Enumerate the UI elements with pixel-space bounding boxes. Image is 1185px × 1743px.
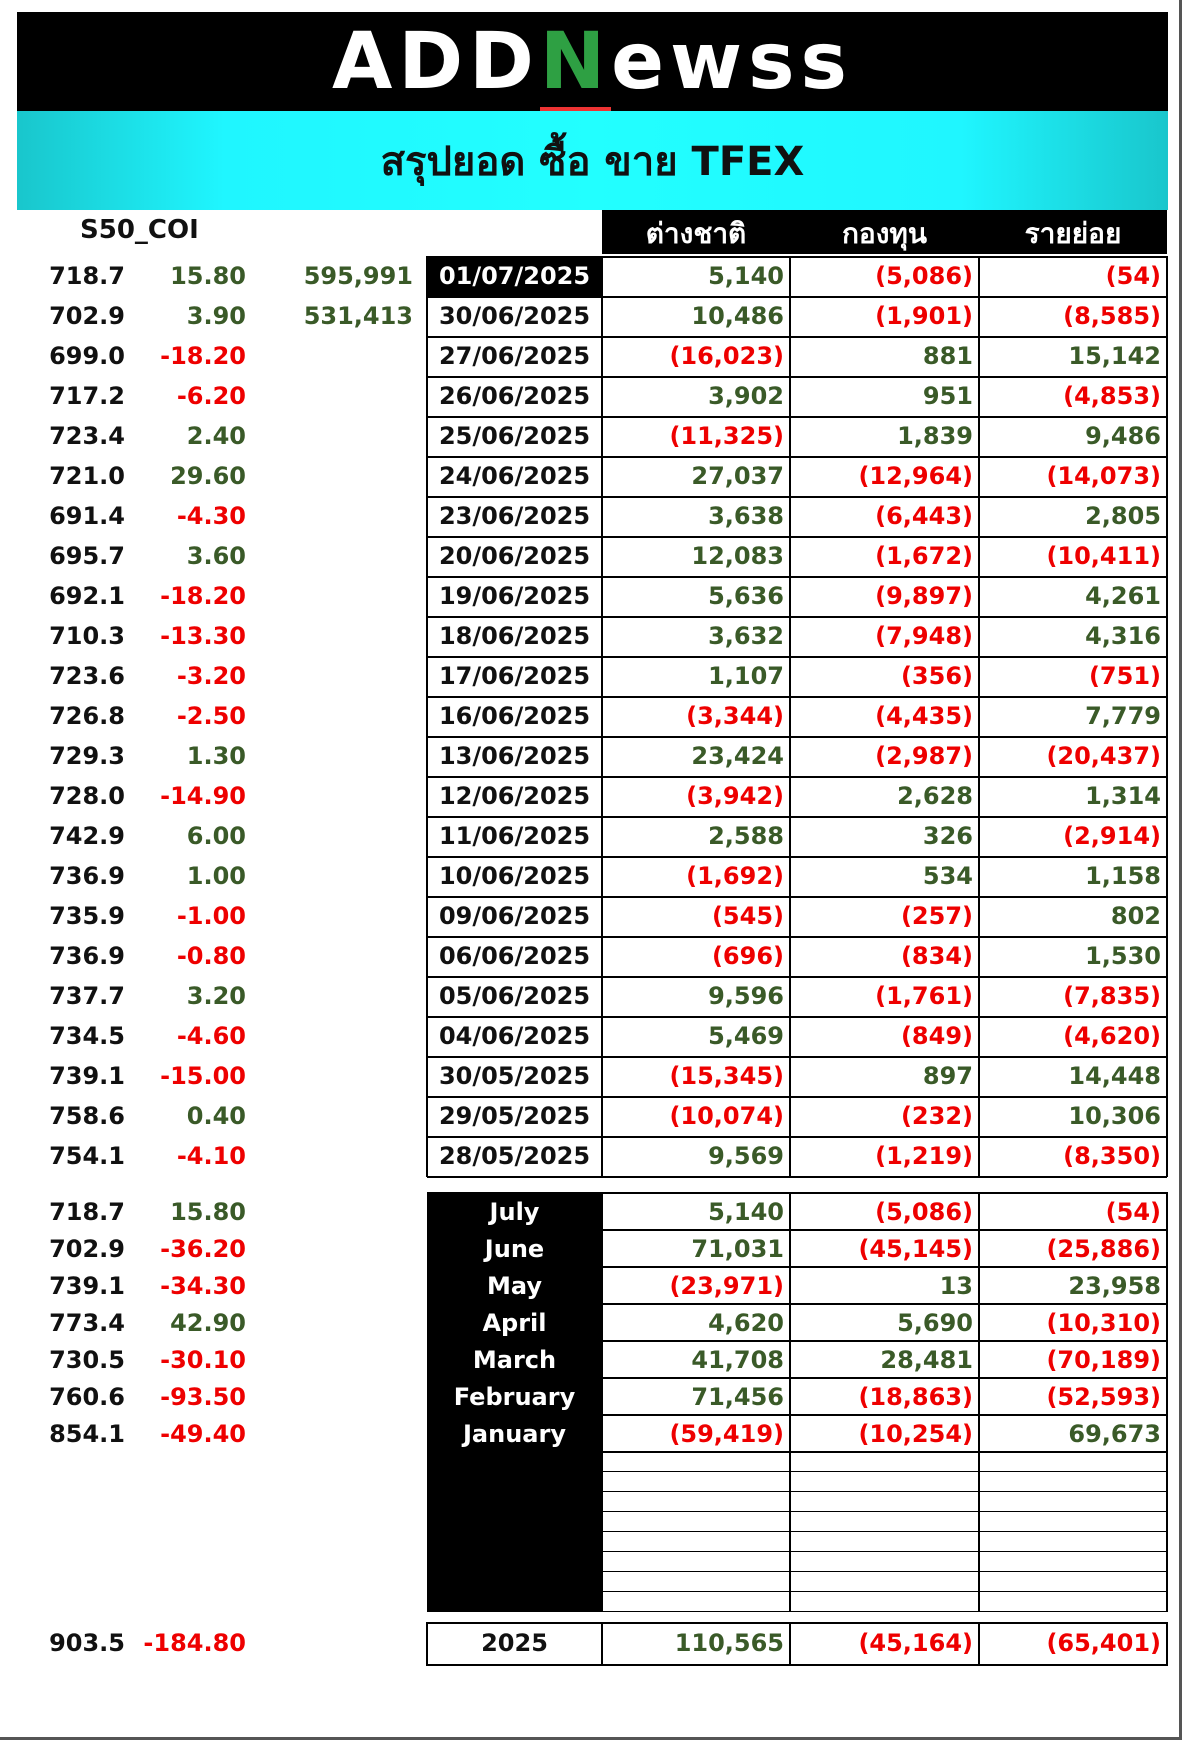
grid-line bbox=[602, 1571, 1167, 1572]
cell-institution: (7,948) bbox=[875, 622, 973, 650]
cell-institution: 2,628 bbox=[897, 782, 973, 810]
cell-retail: (4,620) bbox=[1063, 1022, 1161, 1050]
cell-retail: 4,261 bbox=[1085, 582, 1161, 610]
grid-line bbox=[427, 1622, 1167, 1624]
row-change-value: -4.30 bbox=[176, 502, 246, 530]
row-change-value: -18.20 bbox=[160, 342, 246, 370]
month-name: March bbox=[472, 1346, 557, 1374]
cell-foreign: 27,037 bbox=[691, 462, 784, 490]
grid-line bbox=[602, 1229, 1167, 1231]
row-index-value: 729.3 bbox=[49, 742, 125, 770]
grid-line bbox=[427, 456, 1167, 458]
cell-foreign: 5,469 bbox=[708, 1022, 784, 1050]
row-index-value: 758.6 bbox=[49, 1102, 125, 1130]
month-retail: (25,886) bbox=[1046, 1235, 1161, 1263]
cell-foreign: (15,345) bbox=[669, 1062, 784, 1090]
month-index-value: 739.1 bbox=[49, 1272, 125, 1300]
cell-foreign: 2,588 bbox=[708, 822, 784, 850]
grid-line bbox=[602, 1611, 1167, 1612]
cell-institution: (1,761) bbox=[875, 982, 973, 1010]
grid-line bbox=[427, 576, 1167, 578]
row-change-value: -15.00 bbox=[160, 1062, 246, 1090]
grid-line bbox=[427, 1016, 1167, 1018]
grid-line bbox=[789, 1622, 791, 1666]
month-foreign: (23,971) bbox=[669, 1272, 784, 1300]
grid-line bbox=[427, 496, 1167, 498]
row-date: 20/06/2025 bbox=[438, 542, 591, 570]
month-institution: (10,254) bbox=[858, 1420, 973, 1448]
grid-line bbox=[427, 536, 1167, 538]
month-foreign: 41,708 bbox=[691, 1346, 784, 1374]
cell-foreign: 9,569 bbox=[708, 1142, 784, 1170]
month-index-value: 854.1 bbox=[49, 1420, 125, 1448]
cell-retail: 10,306 bbox=[1068, 1102, 1161, 1130]
row-index-value: 723.6 bbox=[49, 662, 125, 690]
cell-institution: (9,897) bbox=[875, 582, 973, 610]
cell-foreign: 12,083 bbox=[691, 542, 784, 570]
month-retail: (52,593) bbox=[1046, 1383, 1161, 1411]
row-change-value: 2.40 bbox=[186, 422, 246, 450]
row-change-value: -1.00 bbox=[176, 902, 246, 930]
cell-foreign: 5,140 bbox=[708, 262, 784, 290]
total-change-value: -184.80 bbox=[143, 1629, 246, 1657]
total-retail: (65,401) bbox=[1046, 1629, 1161, 1657]
row-date: 19/06/2025 bbox=[438, 582, 591, 610]
grid-line bbox=[427, 976, 1167, 978]
s50-coi-label: S50_COI bbox=[80, 215, 199, 245]
month-institution: (45,145) bbox=[858, 1235, 973, 1263]
row-change-value: -4.60 bbox=[176, 1022, 246, 1050]
month-institution: (18,863) bbox=[858, 1383, 973, 1411]
grid-line bbox=[426, 256, 428, 1177]
grid-line bbox=[427, 256, 1167, 258]
row-date: 01/07/2025 bbox=[438, 262, 591, 290]
row-index-value: 699.0 bbox=[49, 342, 125, 370]
row-date: 30/05/2025 bbox=[438, 1062, 591, 1090]
month-retail: 69,673 bbox=[1068, 1420, 1161, 1448]
row-change-value: -14.90 bbox=[160, 782, 246, 810]
cell-retail: 15,142 bbox=[1068, 342, 1161, 370]
row-change-value: -0.80 bbox=[176, 942, 246, 970]
header-foreign: ต่างชาติ bbox=[645, 217, 747, 250]
month-name: July bbox=[489, 1198, 540, 1226]
cell-foreign: 3,632 bbox=[708, 622, 784, 650]
cell-retail: 7,779 bbox=[1085, 702, 1161, 730]
row-change-value: 0.40 bbox=[186, 1102, 246, 1130]
row-change-value: -3.20 bbox=[176, 662, 246, 690]
brand-logo: ADDNewss bbox=[332, 17, 853, 107]
cell-retail: 1,314 bbox=[1085, 782, 1161, 810]
grid-line bbox=[427, 376, 1167, 378]
row-date: 30/06/2025 bbox=[438, 302, 591, 330]
row-change-value: -4.10 bbox=[176, 1142, 246, 1170]
cell-institution: (6,443) bbox=[875, 502, 973, 530]
cell-foreign: 3,638 bbox=[708, 502, 784, 530]
grid-line bbox=[427, 1192, 602, 1194]
grid-line bbox=[427, 336, 1167, 338]
grid-line bbox=[426, 1622, 428, 1666]
month-change-value: -34.30 bbox=[160, 1272, 246, 1300]
grid-line bbox=[978, 1192, 980, 1612]
grid-line bbox=[427, 736, 1167, 738]
row-date: 28/05/2025 bbox=[438, 1142, 591, 1170]
grid-line bbox=[602, 1511, 1167, 1512]
row-date: 26/06/2025 bbox=[438, 382, 591, 410]
row-change-value: -2.50 bbox=[176, 702, 246, 730]
month-foreign: (59,419) bbox=[669, 1420, 784, 1448]
cell-retail: (7,835) bbox=[1063, 982, 1161, 1010]
month-name: June bbox=[484, 1235, 545, 1263]
grid-line bbox=[427, 856, 1167, 858]
cell-retail: (4,853) bbox=[1063, 382, 1161, 410]
month-change-value: -93.50 bbox=[160, 1383, 246, 1411]
grid-line bbox=[601, 1622, 603, 1666]
grid-line bbox=[427, 1056, 1167, 1058]
month-institution: 13 bbox=[939, 1272, 973, 1300]
row-date: 25/06/2025 bbox=[438, 422, 591, 450]
header-institution: กองทุน bbox=[841, 217, 928, 250]
row-date: 29/05/2025 bbox=[438, 1102, 591, 1130]
row-date: 06/06/2025 bbox=[438, 942, 591, 970]
month-change-value: -36.20 bbox=[160, 1235, 246, 1263]
grid-line bbox=[427, 296, 1167, 298]
month-index-value: 773.4 bbox=[49, 1309, 125, 1337]
month-institution: 28,481 bbox=[880, 1346, 973, 1374]
cell-institution: (2,987) bbox=[875, 742, 973, 770]
grid-line bbox=[427, 1664, 1167, 1666]
grid-line bbox=[427, 416, 1167, 418]
grid-line bbox=[789, 256, 791, 1177]
month-institution: 5,690 bbox=[897, 1309, 973, 1337]
grid-line bbox=[1166, 256, 1168, 1177]
row-change-value: -18.20 bbox=[160, 582, 246, 610]
row-index-value: 739.1 bbox=[49, 1062, 125, 1090]
cell-foreign: 9,596 bbox=[708, 982, 784, 1010]
cell-institution: 897 bbox=[922, 1062, 973, 1090]
grid-line bbox=[978, 256, 980, 1177]
month-name: April bbox=[482, 1309, 547, 1337]
grid-line bbox=[602, 1340, 1167, 1342]
month-retail: 23,958 bbox=[1068, 1272, 1161, 1300]
grid-line bbox=[1166, 1192, 1168, 1612]
row-index-value: 736.9 bbox=[49, 862, 125, 890]
cell-retail: (20,437) bbox=[1046, 742, 1161, 770]
row-index-value: 721.0 bbox=[49, 462, 125, 490]
row-index-value: 736.9 bbox=[49, 942, 125, 970]
total-institution: (45,164) bbox=[858, 1629, 973, 1657]
grid-line bbox=[602, 1491, 1167, 1492]
row-index-value: 723.4 bbox=[49, 422, 125, 450]
month-change-value: -30.10 bbox=[160, 1346, 246, 1374]
row-index-value: 742.9 bbox=[49, 822, 125, 850]
row-index-value: 710.3 bbox=[49, 622, 125, 650]
title-bar bbox=[17, 111, 1168, 210]
cell-institution: (1,219) bbox=[875, 1142, 973, 1170]
cell-institution: (849) bbox=[900, 1022, 973, 1050]
cell-institution: (356) bbox=[900, 662, 973, 690]
row-change-value: 15.80 bbox=[170, 262, 246, 290]
cell-retail: (8,350) bbox=[1063, 1142, 1161, 1170]
cell-retail: (10,411) bbox=[1046, 542, 1161, 570]
grid-line bbox=[602, 1414, 1167, 1416]
row-change-value: 1.30 bbox=[186, 742, 246, 770]
grid-line bbox=[601, 256, 603, 1177]
row-change-value: 3.60 bbox=[186, 542, 246, 570]
header-retail: รายย่อย bbox=[1024, 217, 1122, 250]
row-coi-value: 531,413 bbox=[303, 302, 413, 330]
row-index-value: 717.2 bbox=[49, 382, 125, 410]
cell-institution: (12,964) bbox=[858, 462, 973, 490]
grid-line bbox=[978, 1622, 980, 1666]
cell-retail: (8,585) bbox=[1063, 302, 1161, 330]
cell-retail: 802 bbox=[1110, 902, 1161, 930]
cell-institution: 881 bbox=[922, 342, 973, 370]
row-change-value: 3.20 bbox=[186, 982, 246, 1010]
month-index-value: 730.5 bbox=[49, 1346, 125, 1374]
grid-line bbox=[602, 1451, 1167, 1453]
cell-retail: (751) bbox=[1088, 662, 1161, 690]
month-retail: (70,189) bbox=[1046, 1346, 1161, 1374]
month-index-value: 718.7 bbox=[49, 1198, 125, 1226]
row-date: 27/06/2025 bbox=[438, 342, 591, 370]
grid-line bbox=[427, 896, 1167, 898]
grid-line bbox=[602, 1377, 1167, 1379]
row-change-value: 3.90 bbox=[186, 302, 246, 330]
row-date: 11/06/2025 bbox=[438, 822, 591, 850]
row-coi-value: 595,991 bbox=[303, 262, 413, 290]
cell-institution: (834) bbox=[900, 942, 973, 970]
cell-retail: 1,530 bbox=[1085, 942, 1161, 970]
grid-line bbox=[1166, 1622, 1168, 1666]
cell-institution: 326 bbox=[922, 822, 973, 850]
cell-foreign: (1,692) bbox=[686, 862, 784, 890]
cell-institution: (257) bbox=[900, 902, 973, 930]
cell-retail: (14,073) bbox=[1046, 462, 1161, 490]
cell-institution: 951 bbox=[922, 382, 973, 410]
row-index-value: 726.8 bbox=[49, 702, 125, 730]
total-index-value: 903.5 bbox=[49, 1629, 125, 1657]
cell-foreign: (16,023) bbox=[669, 342, 784, 370]
month-name: February bbox=[453, 1383, 576, 1411]
cell-foreign: (3,942) bbox=[686, 782, 784, 810]
grid-line bbox=[427, 816, 1167, 818]
grid-line bbox=[602, 1531, 1167, 1532]
cell-foreign: 10,486 bbox=[691, 302, 784, 330]
month-change-value: 15.80 bbox=[170, 1198, 246, 1226]
row-date: 12/06/2025 bbox=[438, 782, 591, 810]
grid-line bbox=[602, 1591, 1167, 1592]
row-index-value: 734.5 bbox=[49, 1022, 125, 1050]
grid-line bbox=[602, 1303, 1167, 1305]
row-index-value: 691.4 bbox=[49, 502, 125, 530]
month-change-value: 42.90 bbox=[170, 1309, 246, 1337]
cell-institution: 1,839 bbox=[897, 422, 973, 450]
month-index-value: 760.6 bbox=[49, 1383, 125, 1411]
grid-line bbox=[602, 1266, 1167, 1268]
grid-line bbox=[601, 1192, 603, 1612]
cell-foreign: (696) bbox=[711, 942, 784, 970]
month-foreign: 5,140 bbox=[708, 1198, 784, 1226]
row-index-value: 735.9 bbox=[49, 902, 125, 930]
grid-line bbox=[602, 1551, 1167, 1552]
row-date: 10/06/2025 bbox=[438, 862, 591, 890]
grid-line bbox=[427, 696, 1167, 698]
cell-foreign: 23,424 bbox=[691, 742, 784, 770]
row-date: 23/06/2025 bbox=[438, 502, 591, 530]
row-date: 13/06/2025 bbox=[438, 742, 591, 770]
row-date: 09/06/2025 bbox=[438, 902, 591, 930]
row-date: 24/06/2025 bbox=[438, 462, 591, 490]
month-retail: (10,310) bbox=[1046, 1309, 1161, 1337]
row-date: 18/06/2025 bbox=[438, 622, 591, 650]
total-year: 2025 bbox=[481, 1629, 548, 1657]
grid-line bbox=[427, 1136, 1167, 1138]
row-index-value: 702.9 bbox=[49, 302, 125, 330]
month-foreign: 4,620 bbox=[708, 1309, 784, 1337]
row-index-value: 737.7 bbox=[49, 982, 125, 1010]
grid-line bbox=[427, 616, 1167, 618]
cell-institution: (1,901) bbox=[875, 302, 973, 330]
row-change-value: 1.00 bbox=[186, 862, 246, 890]
cell-foreign: (545) bbox=[711, 902, 784, 930]
cell-institution: (232) bbox=[900, 1102, 973, 1130]
grid-line bbox=[427, 936, 1167, 938]
grid-line bbox=[789, 1192, 791, 1612]
month-name: January bbox=[463, 1420, 566, 1448]
row-change-value: 29.60 bbox=[170, 462, 246, 490]
row-change-value: 6.00 bbox=[186, 822, 246, 850]
row-date: 04/06/2025 bbox=[438, 1022, 591, 1050]
grid-line bbox=[427, 656, 1167, 658]
grid-line bbox=[602, 1192, 1167, 1194]
month-foreign: 71,456 bbox=[691, 1383, 784, 1411]
grid-line bbox=[427, 1176, 1167, 1178]
cell-foreign: (3,344) bbox=[686, 702, 784, 730]
row-index-value: 695.7 bbox=[49, 542, 125, 570]
cell-foreign: 3,902 bbox=[708, 382, 784, 410]
row-index-value: 718.7 bbox=[49, 262, 125, 290]
cell-foreign: (10,074) bbox=[669, 1102, 784, 1130]
logo-bar bbox=[17, 12, 1168, 111]
logo-n-mark: N bbox=[540, 17, 611, 113]
row-index-value: 728.0 bbox=[49, 782, 125, 810]
row-index-value: 692.1 bbox=[49, 582, 125, 610]
month-foreign: 71,031 bbox=[691, 1235, 784, 1263]
cell-institution: 534 bbox=[922, 862, 973, 890]
total-foreign: 110,565 bbox=[674, 1629, 784, 1657]
cell-retail: 9,486 bbox=[1085, 422, 1161, 450]
row-date: 16/06/2025 bbox=[438, 702, 591, 730]
grid-line bbox=[427, 776, 1167, 778]
cell-institution: (4,435) bbox=[875, 702, 973, 730]
cell-foreign: 5,636 bbox=[708, 582, 784, 610]
row-date: 05/06/2025 bbox=[438, 982, 591, 1010]
cell-foreign: (11,325) bbox=[669, 422, 784, 450]
grid-line bbox=[427, 1096, 1167, 1098]
grid-line bbox=[602, 1471, 1167, 1472]
row-change-value: -13.30 bbox=[160, 622, 246, 650]
cell-retail: 2,805 bbox=[1085, 502, 1161, 530]
row-change-value: -6.20 bbox=[176, 382, 246, 410]
cell-foreign: 1,107 bbox=[708, 662, 784, 690]
month-change-value: -49.40 bbox=[160, 1420, 246, 1448]
cell-retail: (2,914) bbox=[1063, 822, 1161, 850]
month-name: May bbox=[487, 1272, 542, 1300]
cell-retail: 4,316 bbox=[1085, 622, 1161, 650]
month-institution: (5,086) bbox=[875, 1198, 973, 1226]
cell-retail: 14,448 bbox=[1068, 1062, 1161, 1090]
cell-institution: (5,086) bbox=[875, 262, 973, 290]
month-retail: (54) bbox=[1105, 1198, 1161, 1226]
cell-institution: (1,672) bbox=[875, 542, 973, 570]
row-date: 17/06/2025 bbox=[438, 662, 591, 690]
cell-retail: 1,158 bbox=[1085, 862, 1161, 890]
cell-retail: (54) bbox=[1105, 262, 1161, 290]
month-index-value: 702.9 bbox=[49, 1235, 125, 1263]
page-title: สรุปยอด ซื้อ ขาย TFEX bbox=[380, 138, 805, 185]
row-index-value: 754.1 bbox=[49, 1142, 125, 1170]
